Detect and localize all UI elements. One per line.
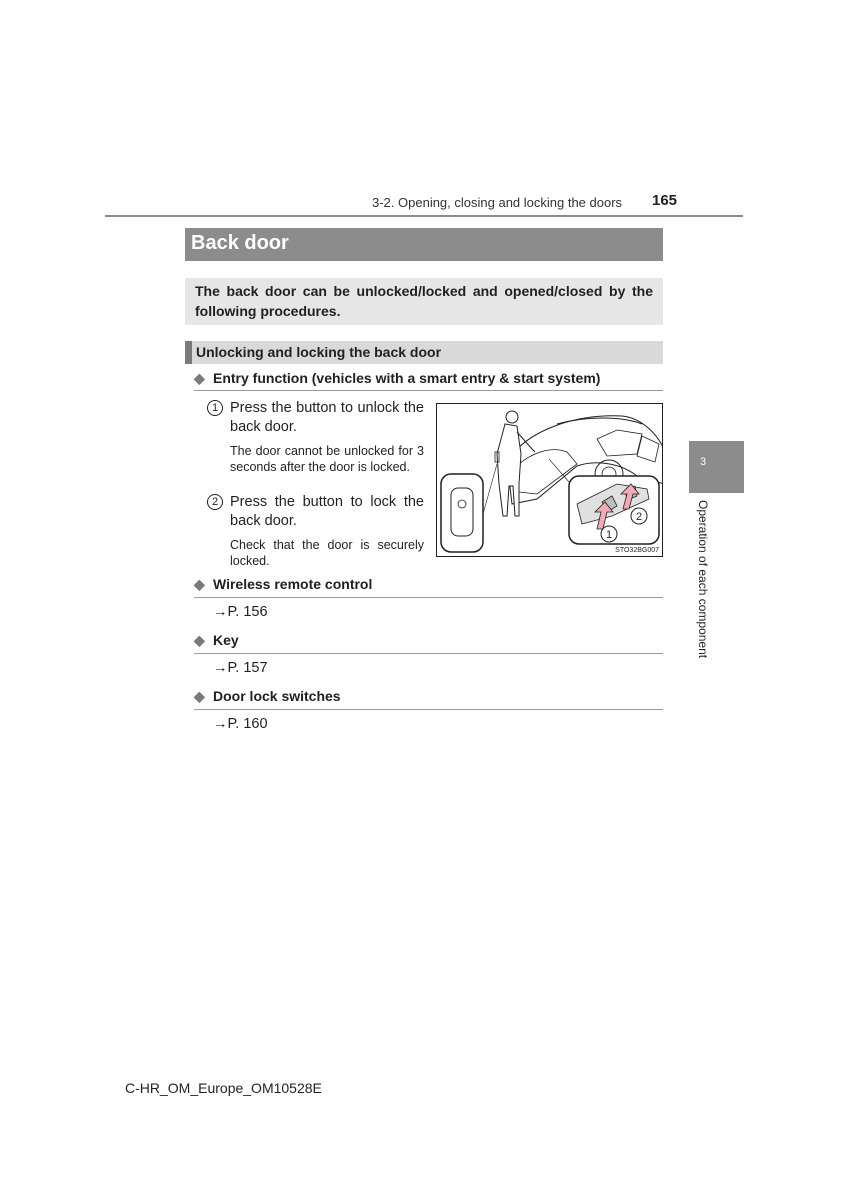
door-lock-switches-heading bbox=[194, 688, 341, 705]
diamond-bullet-icon: ◆ bbox=[194, 370, 205, 386]
wireless-remote-heading-text: Wireless remote control bbox=[213, 576, 373, 592]
page-number: 165 bbox=[652, 192, 678, 209]
wireless-remote-heading bbox=[194, 576, 372, 593]
door-lock-switches-heading-text: Door lock switches bbox=[213, 688, 341, 704]
document-code-footer: C-HR_OM_Europe_OM10528E bbox=[125, 1080, 322, 1096]
key-page-ref[interactable]: →P. 157 bbox=[213, 660, 268, 676]
key-heading-text: Key bbox=[213, 632, 239, 648]
wireless-remote-page-ref[interactable]: →P. 156 bbox=[213, 604, 268, 620]
sub-divider bbox=[194, 653, 663, 654]
page-title-bar bbox=[185, 228, 663, 261]
sub-divider bbox=[194, 597, 663, 598]
step-2-text: Press the button to lock the back door. bbox=[230, 494, 424, 529]
diamond-bullet-icon: ◆ bbox=[194, 632, 205, 648]
step-2-note: Check that the door is securely locked. bbox=[230, 538, 424, 568]
header-divider bbox=[105, 215, 743, 217]
intro-box bbox=[185, 278, 663, 325]
diamond-bullet-icon: ◆ bbox=[194, 576, 205, 592]
callout-2: 2 bbox=[635, 511, 643, 523]
entry-function-heading bbox=[194, 370, 600, 387]
step-1-text: Press the button to unlock the back door. bbox=[230, 400, 424, 435]
section-accent bbox=[185, 341, 192, 364]
callout-1: 1 bbox=[605, 529, 613, 541]
chapter-label: Operation of each component bbox=[696, 500, 710, 659]
door-lock-switches-page-ref[interactable]: →P. 160 bbox=[213, 716, 268, 732]
step-number-1: 1 bbox=[207, 400, 223, 416]
step-number-2: 2 bbox=[207, 494, 223, 510]
page-title: Back door bbox=[191, 232, 289, 254]
sub-divider bbox=[194, 390, 663, 391]
illustration-code: STO32BG007 bbox=[615, 547, 659, 554]
key-heading bbox=[194, 632, 239, 649]
section-heading: Unlocking and locking the back door bbox=[196, 344, 442, 360]
diamond-bullet-icon: ◆ bbox=[194, 688, 205, 704]
intro-text: The back door can be unlocked/locked and opened/closed by the following procedures. bbox=[195, 283, 653, 319]
chapter-number: 3 bbox=[700, 456, 707, 468]
step-1-note: The door cannot be unlocked for 3 seconds after the door is locked. bbox=[230, 444, 424, 474]
sub-divider bbox=[194, 709, 663, 710]
chapter-tab[interactable] bbox=[689, 441, 744, 493]
running-header: 3-2. Opening, closing and locking the doors bbox=[372, 195, 623, 210]
entry-function-heading-text: Entry function (vehicles with a smart entry & start system) bbox=[213, 370, 601, 386]
car-back-door-drawing bbox=[437, 404, 663, 557]
section-heading-bar bbox=[185, 341, 663, 364]
back-door-illustration bbox=[436, 403, 663, 557]
